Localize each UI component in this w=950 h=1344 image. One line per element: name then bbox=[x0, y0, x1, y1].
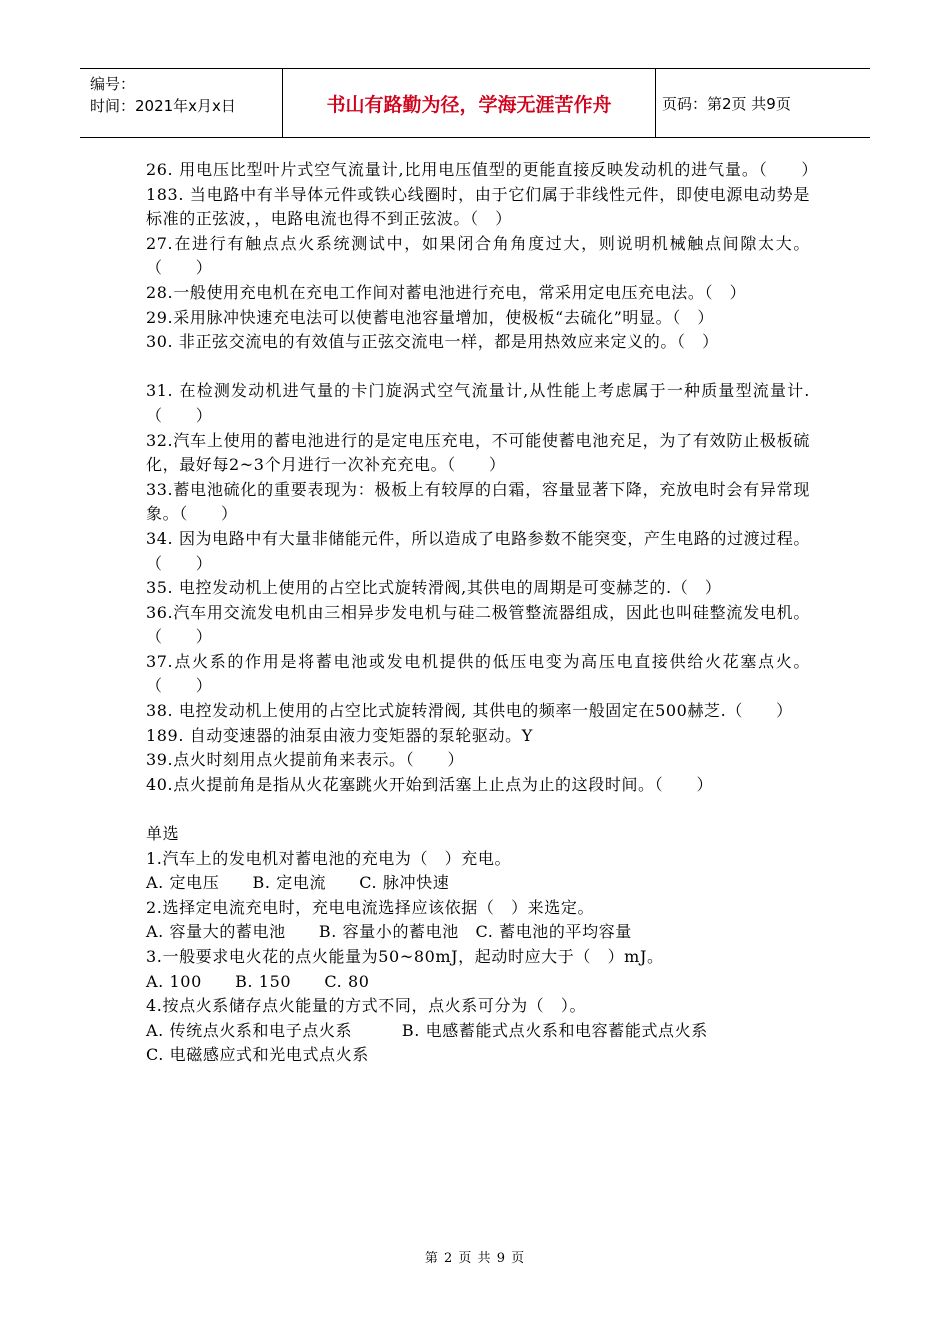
question-36: 36.汽车用交流发电机由三相异步发电机与硅二极管整流器组成，因此也叫硅整流发电机。（ ） bbox=[146, 602, 810, 647]
mc-question-1: 1.汽车上的发电机对蓄电池的充电为（ ）充电。 bbox=[146, 848, 512, 868]
mc-question-2: 2.选择定电流充电时，充电电流选择应该依据（ ）来选定。 bbox=[146, 897, 595, 917]
question-40: 40.点火提前角是指从火花塞跳火开始到活塞上止点为止的这段时间。（ ） bbox=[146, 774, 714, 794]
mc-question-4: 4.按点火系储存点火能量的方式不同，点火系可分为（ ）。 bbox=[146, 996, 587, 1016]
question-37: 37.点火系的作用是将蓄电池或发电机提供的低压电变为高压电直接供给火花塞点火。（ ） bbox=[146, 651, 810, 696]
mc-options-3: A. 100 B. 150 C. 80 bbox=[146, 971, 370, 991]
mc-options-2: A. 容量大的蓄电池 B. 容量小的蓄电池 C. 蓄电池的平均容量 bbox=[146, 922, 632, 942]
question-189: 189. 自动变速器的油泵由液力变矩器的泵轮驱动。Y bbox=[146, 725, 533, 745]
question-38: 38. 电控发动机上使用的占空比式旋转滑阀, 其供电的频率一般固定在500赫芝.（ ） bbox=[146, 701, 793, 721]
question-26: 26. 用电压比型叶片式空气流量计,比用电压值型的更能直接反映发动机的进气量。（ ） 183. 当电路中有半导体元件或铁心线圈时，由于它们属于非线性元件，即使电源电动势是标准的正弦波，，电路电流也得不到正弦波。（ ） bbox=[146, 160, 844, 229]
question-29: 29.采用脉冲快速充电法可以使蓄电池容量增加，使极板“去硫化”明显。（ ） bbox=[146, 307, 715, 327]
page-footer: 第 2 页 共 9 页 bbox=[424, 1251, 526, 1266]
question-35: 35. 电控发动机上使用的占空比式旋转滑阀,其供电的周期是可变赫芝的.（ ） bbox=[146, 578, 722, 598]
mc-options-1: A. 定电压 B. 定电流 C. 脉冲快速 bbox=[146, 873, 450, 893]
question-27: 27.在进行有触点点火系统测试中，如果闭合角角度过大，则说明机械触点间隙太大。（ ） bbox=[146, 233, 810, 278]
mc-options-4-ab: A. 传统点火系和电子点火系 B. 电感蓄能式点火系和电容蓄能式点火系 bbox=[146, 1020, 708, 1040]
header-page-number: 页码：第2页 共9页 bbox=[662, 94, 791, 113]
question-34: 34. 因为电路中有大量非储能元件，所以造成了电路参数不能突变，产生电路的过渡过程。（ ） bbox=[146, 528, 810, 573]
section-heading-single-choice: 单选 bbox=[146, 824, 180, 844]
page-header bbox=[80, 68, 870, 138]
document-number-label: 编号： bbox=[90, 75, 136, 93]
blank-line bbox=[146, 797, 810, 822]
mc-options-4-c: C. 电磁感应式和光电式点火系 bbox=[146, 1045, 369, 1065]
header-meta bbox=[80, 69, 283, 137]
question-30: 30. 非正弦交流电的有效值与正弦交流电一样，都是用热效应来定义的。（ ） bbox=[146, 332, 719, 352]
mc-question-3: 3.一般要求电火花的点火能量为50~80mJ，起动时应大于（ ）mJ。 bbox=[146, 947, 664, 966]
document-date-label: 时间：2021年x月x日 bbox=[90, 97, 236, 115]
question-33: 33.蓄电池硫化的重要表现为：极板上有较厚的白霜，容量显著下降，充放电时会有异常现象。（ ） bbox=[146, 479, 810, 524]
question-28: 28.一般使用充电机在充电工作间对蓄电池进行充电，常采用定电压充电法。（ ） bbox=[146, 282, 747, 302]
document-body bbox=[146, 158, 844, 1068]
question-32: 32.汽车上使用的蓄电池进行的是定电压充电，不可能使蓄电池充足，为了有效防止极板硫化，最好每2~3个月进行一次补充充电。（ ） bbox=[146, 430, 810, 475]
blank-line bbox=[146, 355, 810, 380]
question-31: 31. 在检测发动机进气量的卡门旋涡式空气流量计,从性能上考虑属于一种质量型流量计.（ ） bbox=[146, 381, 810, 425]
header-motto: 书山有路勤为径，学海无涯苦作舟 bbox=[283, 69, 656, 137]
question-39: 39.点火时刻用点火提前角来表示。（ ） bbox=[146, 750, 465, 770]
